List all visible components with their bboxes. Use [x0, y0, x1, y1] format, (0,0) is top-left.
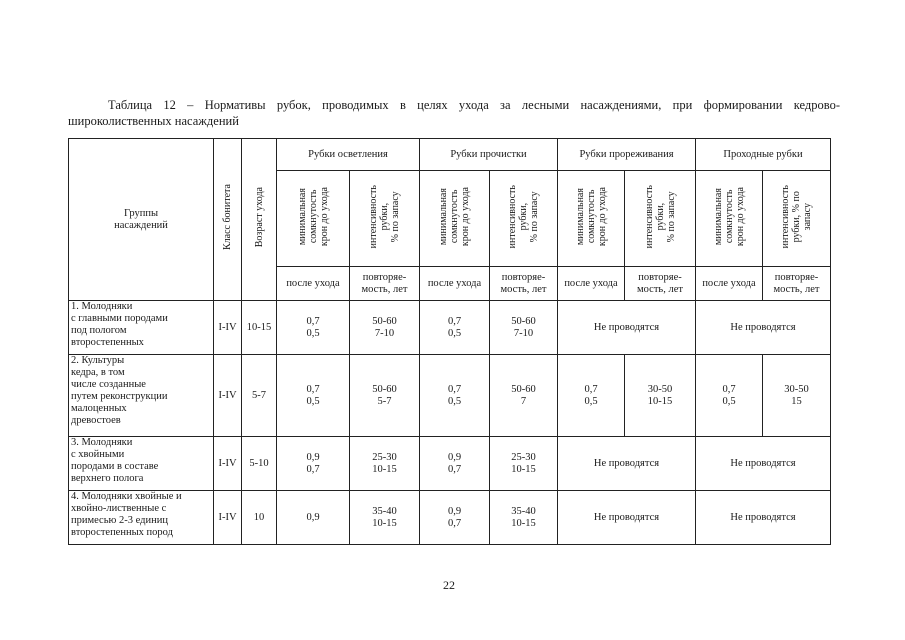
row-age: 5-10	[242, 437, 277, 491]
table-row	[69, 437, 831, 491]
header-cut-2: Рубки прочистки	[420, 139, 558, 171]
sub-density: минимальная сомкнутость крон до ухода	[420, 171, 490, 267]
row-class: I-IV	[214, 301, 242, 355]
row-age: 5-7	[242, 355, 277, 437]
sub-after: после ухода	[277, 267, 350, 301]
table-row	[69, 301, 831, 355]
header-age: Возраст ухода	[242, 139, 277, 301]
header-cut-4: Проходные рубки	[696, 139, 831, 171]
caption-line-1: Таблица 12 – Нормативы рубок, проводимых в целях ухода за лесными насаждениями, при формировании кедрово-	[108, 98, 840, 112]
row-cell: 0,9 0,7	[420, 491, 490, 545]
header-cut-1: Рубки осветления	[277, 139, 420, 171]
row-age: 10-15	[242, 301, 277, 355]
sub-density: минимальная сомкнутость крон до ухода	[696, 171, 763, 267]
row-cell: 0,7 0,5	[558, 355, 625, 437]
table-caption	[68, 97, 840, 129]
row-not-performed: Не проводятся	[558, 437, 696, 491]
page-number: 22	[443, 578, 455, 592]
row-group: 2. Культуры кедра, в том числе созданные путем реконструкции малоценных древостоев	[69, 355, 214, 437]
row-cell: 0,7 0,5	[420, 355, 490, 437]
row-cell: 50-60 7-10	[490, 301, 558, 355]
sub-after: после ухода	[558, 267, 625, 301]
row-group: 1. Молодняки с главными породами под пологом второстепенных	[69, 301, 214, 355]
row-class: I-IV	[214, 437, 242, 491]
sub-density: минимальная сомкнутость крон до ухода	[277, 171, 350, 267]
sub-repeat: повторяе- мость, лет	[625, 267, 696, 301]
row-cell: 0,7 0,5	[696, 355, 763, 437]
row-class: I-IV	[214, 491, 242, 545]
row-not-performed: Не проводятся	[558, 301, 696, 355]
row-group: 4. Молодняки хвойные и хвойно-лиственные с примесью 2-3 единиц второстепенных пород	[69, 491, 214, 545]
row-cell: 50-60 5-7	[350, 355, 420, 437]
row-not-performed: Не проводятся	[558, 491, 696, 545]
row-not-performed: Не проводятся	[696, 437, 831, 491]
row-cell: 0,9	[277, 491, 350, 545]
norms-table	[68, 138, 831, 545]
row-group: 3. Молодняки с хвойными породами в составе верхнего полога	[69, 437, 214, 491]
table-row	[69, 355, 831, 437]
row-class: I-IV	[214, 355, 242, 437]
header-class: Класс бонитета	[214, 139, 242, 301]
row-cell: 25-30 10-15	[490, 437, 558, 491]
sub-repeat: повторяе- мость, лет	[490, 267, 558, 301]
sub-after: после ухода	[420, 267, 490, 301]
sub-intensity: интенсивность рубки, % по запасу	[350, 171, 420, 267]
sub-repeat: повторяе- мость, лет	[350, 267, 420, 301]
row-cell: 30-50 15	[763, 355, 831, 437]
row-cell: 0,9 0,7	[420, 437, 490, 491]
header-cut-3: Рубки прореживания	[558, 139, 696, 171]
row-cell: 0,9 0,7	[277, 437, 350, 491]
table-row	[69, 491, 831, 545]
row-cell: 50-60 7-10	[350, 301, 420, 355]
sub-intensity: интенсивность рубки, % по запасу	[625, 171, 696, 267]
sub-intensity: интенсивность рубки, % по запасу	[763, 171, 831, 267]
row-cell: 25-30 10-15	[350, 437, 420, 491]
sub-repeat: повторяе- мость, лет	[763, 267, 831, 301]
sub-intensity: интенсивность рубки, % по запасу	[490, 171, 558, 267]
row-cell: 35-40 10-15	[350, 491, 420, 545]
row-cell: 0,7 0,5	[420, 301, 490, 355]
row-cell: 30-50 10-15	[625, 355, 696, 437]
row-not-performed: Не проводятся	[696, 491, 831, 545]
row-age: 10	[242, 491, 277, 545]
row-cell: 0,7 0,5	[277, 355, 350, 437]
row-cell: 50-60 7	[490, 355, 558, 437]
row-cell: 0,7 0,5	[277, 301, 350, 355]
row-cell: 35-40 10-15	[490, 491, 558, 545]
caption-line-2: широколиственных насаждений	[68, 114, 239, 128]
row-not-performed: Не проводятся	[696, 301, 831, 355]
sub-after: после ухода	[696, 267, 763, 301]
header-group: Группы насаждений	[69, 139, 214, 301]
sub-density: минимальная сомкнутость крон до ухода	[558, 171, 625, 267]
